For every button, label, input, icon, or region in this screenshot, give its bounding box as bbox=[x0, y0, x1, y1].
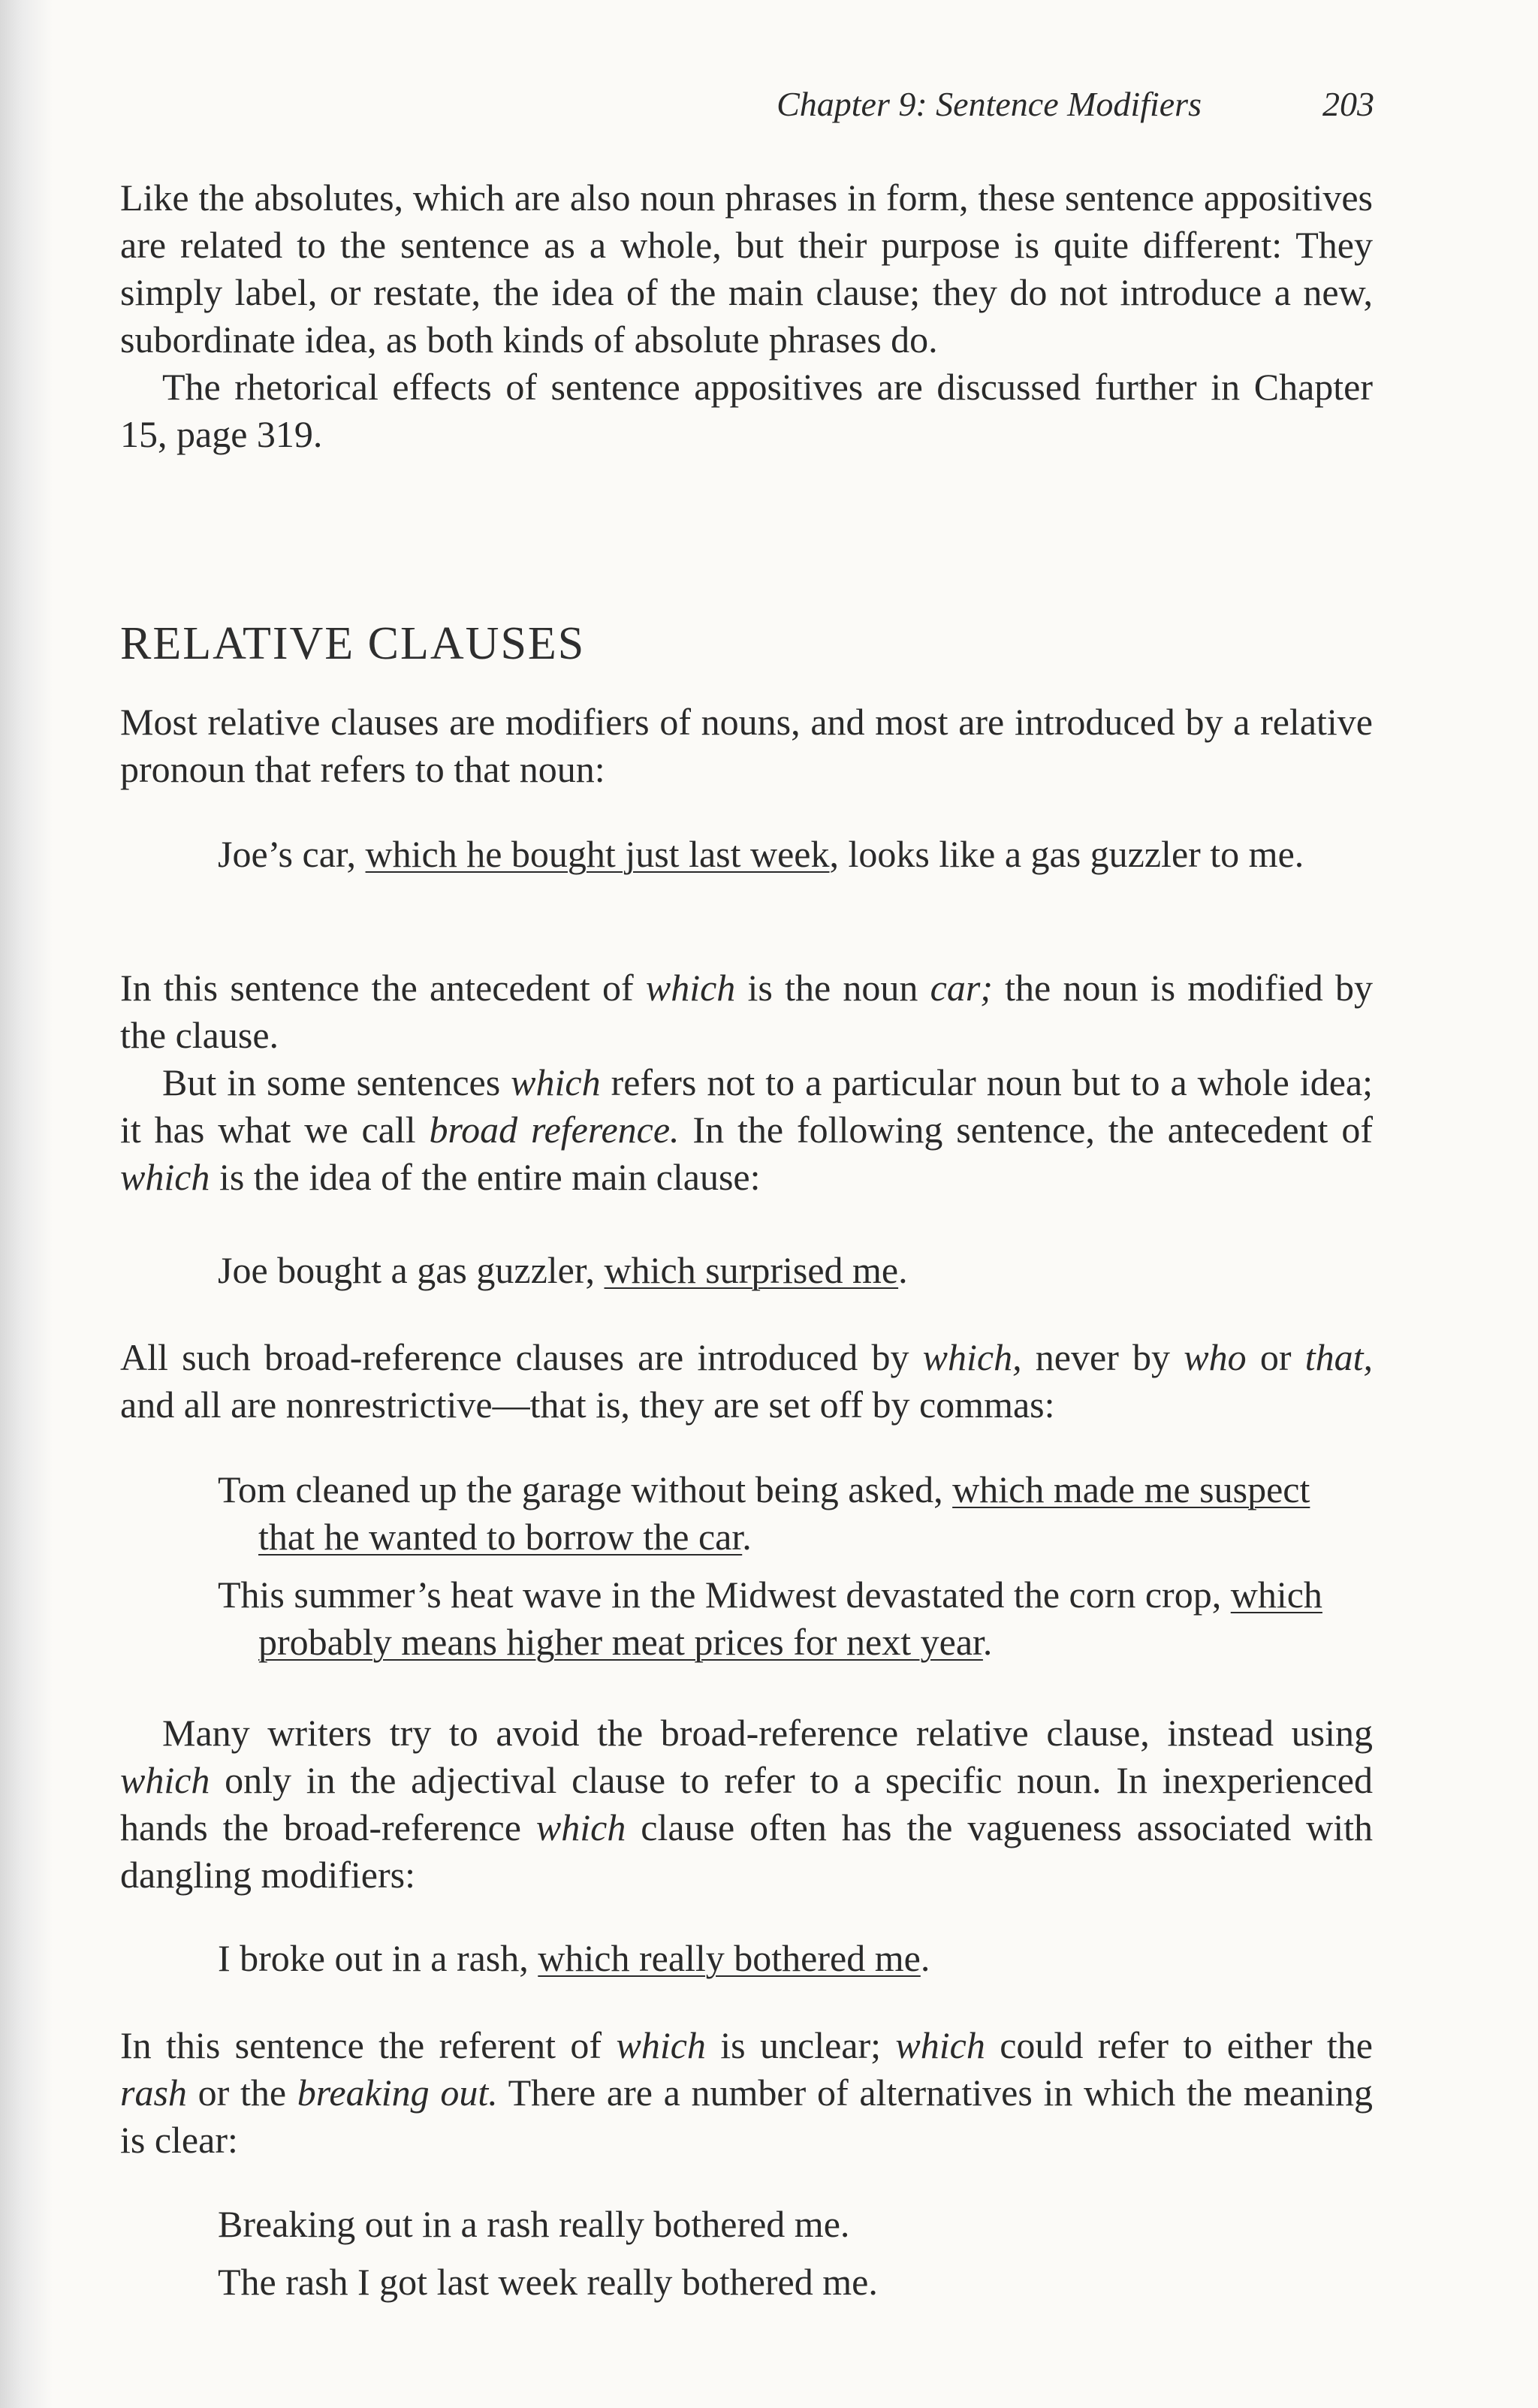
paragraph-antecedent: In this sentence the antecedent of which is the noun car; the noun is modified by the clause. bbox=[120, 967, 1374, 1056]
underlined-clause: which made me suspect that he wanted to borrow the car bbox=[258, 1468, 1310, 1558]
intro-block bbox=[120, 174, 1373, 458]
paragraph-relative-intro: Most relative clauses are modifiers of nouns, and most are introduced by a relative pronoun that refers to that noun: bbox=[120, 701, 1373, 790]
section-heading: RELATIVE CLAUSES bbox=[120, 618, 586, 669]
paragraph-broad-reference-clauses-block bbox=[120, 1334, 1373, 1429]
example-sentence: The rash I got last week really bothered me. bbox=[218, 2261, 878, 2303]
underlined-clause: which really bothered me bbox=[538, 1937, 921, 1979]
example-rash bbox=[218, 1935, 1367, 1982]
example-gas-guzzler bbox=[218, 1247, 1367, 1294]
page-number: 203 bbox=[1322, 85, 1374, 123]
examples-alternatives bbox=[218, 2201, 1367, 2306]
example-sentence: I broke out in a rash, which really bothered me. bbox=[218, 1937, 930, 1979]
running-title: Chapter 9: Sentence Modifiers bbox=[777, 85, 1202, 123]
example-sentence: Tom cleaned up the garage without being asked, which made me suspect that he wanted to borrow the car. bbox=[218, 1468, 1310, 1558]
running-header bbox=[743, 84, 1374, 129]
paragraph-referent-block bbox=[120, 2022, 1373, 2164]
paragraph-relative-intro-block bbox=[120, 699, 1373, 793]
paragraphs-antecedent bbox=[120, 964, 1373, 1201]
paragraph-referent: In this sentence the referent of which is unclear; which could refer to either the rash or the breaking out. There are a number of alternatives in which the meaning is clear: bbox=[120, 2024, 1373, 2161]
example-sentence: Breaking out in a rash really bothered me. bbox=[218, 2203, 850, 2245]
example-sentence: Joe’s car, which he bought just last week, looks like a gas guzzler to me. bbox=[218, 833, 1304, 875]
paragraph-broad-reference-clauses: All such broad-reference clauses are introduced by which, never by who or that, and all are nonrestrictive—that is, they are set off by commas: bbox=[120, 1336, 1373, 1426]
paragraph-absolutes: Like the absolutes, which are also noun phrases in form, these sentence appositives are related to the sentence as a whole, but their purpose is quite different: They simply label, or restate, the idea of the main clause; they do not introduce a new, subordinate idea, as both kinds of absolute phrases do. bbox=[120, 177, 1373, 361]
underlined-clause: which he bought just last week bbox=[365, 833, 830, 875]
paragraph-many-writers-block bbox=[120, 1709, 1373, 1899]
paragraph-rhetorical-effects: The rhetorical effects of sentence appositives are discussed further in Chapter 15, page 319. bbox=[120, 366, 1373, 455]
underlined-clause: which surprised me bbox=[604, 1249, 899, 1291]
examples-nonrestrictive bbox=[218, 1466, 1367, 1666]
paragraph-broad-reference: But in some sentences which refers not to a particular noun but to a whole idea; it has what we call broad reference. In the following sentence, the antecedent of which is the idea of the entire main clause: bbox=[120, 1061, 1373, 1198]
paragraph-many-writers: Many writers try to avoid the broad-reference relative clause, instead using which only in the adjectival clause to refer to a specific noun. In inexperienced hands the broad-reference which clause often has the vagueness associated with dangling modifiers: bbox=[120, 1712, 1374, 1896]
example-sentence: Joe bought a gas guzzler, which surprised me. bbox=[218, 1249, 908, 1291]
underlined-clause: which probably means higher meat prices for next year bbox=[258, 1574, 1322, 1663]
example-joes-car bbox=[218, 831, 1367, 878]
example-sentence: This summer’s heat wave in the Midwest devastated the corn crop, which probably means higher meat prices for next year. bbox=[218, 1574, 1322, 1663]
